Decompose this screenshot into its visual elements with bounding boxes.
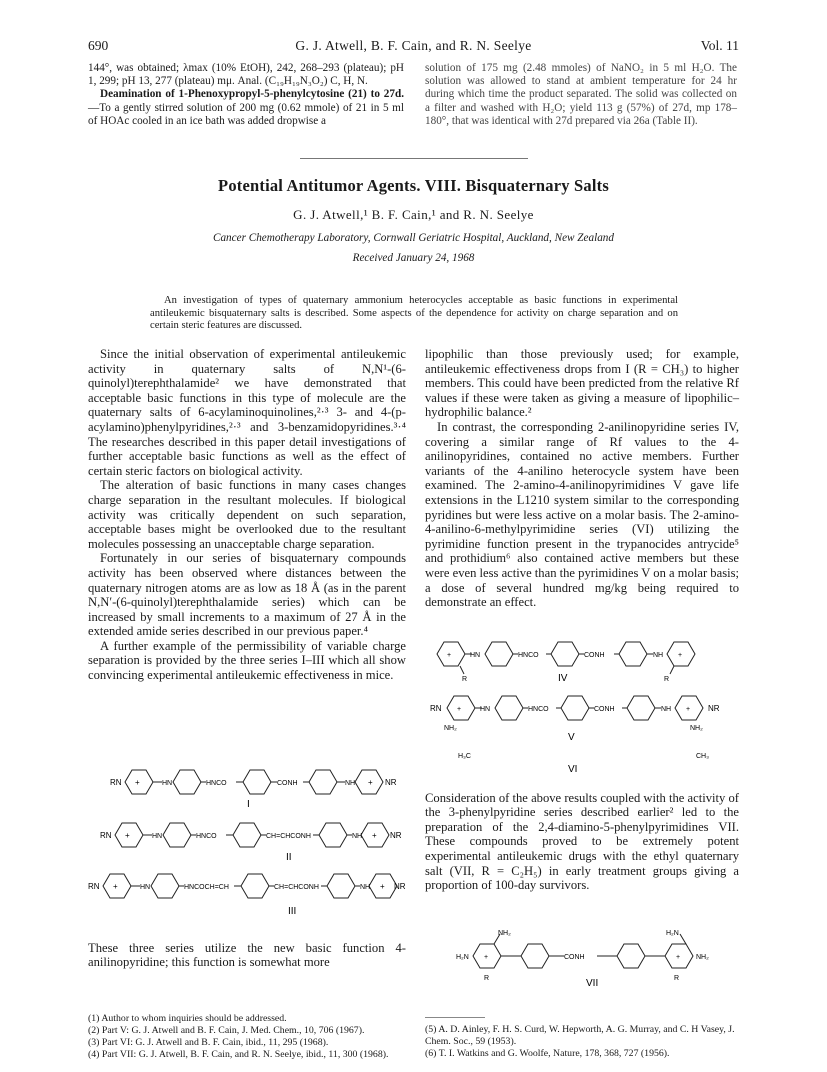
svg-text:+: + xyxy=(676,954,681,961)
struct-I-label: I xyxy=(247,799,250,810)
svg-text:+: + xyxy=(113,882,118,891)
struct-V-nh2-left: NH₂ xyxy=(444,725,457,732)
footnotes-right xyxy=(425,1024,739,1060)
article-separator xyxy=(300,158,528,159)
struct-I-mid1: HNCO xyxy=(206,780,227,787)
structure-IV xyxy=(430,634,740,689)
struct-I-left: RN xyxy=(110,778,122,787)
svg-text:HN: HN xyxy=(162,780,173,787)
paragraph: lipophilic than those previously used; for example, antileukemic effectiveness drops from I (R = CH₃) to higher members. This could have been predicted from the relative Rf values if these were taken as giving a measure of lipophilic–hydrophilic balance.² xyxy=(425,347,739,420)
running-authors: G. J. Atwell, B. F. Cain, and R. N. Seelye xyxy=(295,38,532,53)
svg-text:+: + xyxy=(484,954,489,961)
svg-text:HN: HN xyxy=(140,884,151,891)
previous-article-right xyxy=(425,62,737,128)
svg-text:+: + xyxy=(447,652,452,659)
struct-III-label: III xyxy=(288,906,297,917)
paragraph: The alteration of basic functions in many cases changes charge separation in the resultant molecules. If biological activity was critically dependent on such separation, acceptable bases might be overlooked due to the resultant molecules possessing an unacceptable charge separation. xyxy=(88,478,406,551)
struct-II-mid1: HNCO xyxy=(196,833,217,840)
structure-I xyxy=(110,762,400,817)
previous-text-2-body: —To a gently stirred solution of 200 mg (0.62 mmole) of 21 in 5 ml of HOAc cooled in an ice bath was added dropwise a xyxy=(88,101,404,127)
struct-V-mid2: CONH xyxy=(594,706,615,713)
footnotes-left xyxy=(88,1013,408,1061)
footnote: (1) Author to whom inquiries should be addressed. xyxy=(88,1013,287,1024)
paragraph: Fortunately in our series of bisquaternary compounds activity has been observed where distances between the quaternary nitrogen atoms are as low as 18 Å (as in the parent N,N′-(6-quinolyl)terephthalamide series) which can be increased by small increments to a maximum of 27 Å in the extended amide series described in our previous paper.⁴ xyxy=(88,551,406,639)
structure-III xyxy=(88,866,406,923)
struct-VII-mid: CONH xyxy=(564,954,585,961)
struct-V-right: NR xyxy=(708,704,720,713)
struct-V-label: V xyxy=(568,732,575,743)
structure-VI-body xyxy=(428,752,740,779)
structure-VII xyxy=(440,928,740,995)
footnote: (5) A. D. Ainley, F. H. S. Curd, W. Hepworth, A. G. Murray, and C. H Vasey, J. Chem. Soc., 59 (1953). xyxy=(425,1024,735,1047)
struct-VI-h3c: H₃C xyxy=(458,753,471,760)
struct-II-label: II xyxy=(286,852,292,863)
svg-text:NH: NH xyxy=(352,833,363,840)
struct-III-mid1: HNCOCH=CH xyxy=(184,884,229,891)
body-left-continuation xyxy=(88,928,406,982)
struct-VII-nh2-top: NH₂ xyxy=(498,930,511,937)
previous-text-1: 144°, was obtained; λmax (10% EtOH), 242, 268–293 (plateau); pH 1, 299; pH 13, 277 (plateau) mμ. Anal. (C₁₉H₁₉N₃O₂) C, H, N. xyxy=(88,62,404,88)
article-authors: G. J. Atwell,¹ B. F. Cain,¹ and R. N. Seelye xyxy=(293,207,534,222)
struct-VII-label: VII xyxy=(586,978,599,989)
footnote: (4) Part VII: G. J. Atwell, B. F. Cain, and R. N. Seelye, ibid., 11, 300 (1968). xyxy=(88,1049,389,1060)
body-right-continuation xyxy=(425,778,739,905)
paragraph: A further example of the permissibility of variable charge separation is provided by the three series I–III which all show convincing experimental antileukemic effectiveness in mice. xyxy=(88,638,406,683)
struct-IV-r-left: R xyxy=(462,676,468,683)
svg-text:HN: HN xyxy=(480,706,491,713)
paragraph: Consideration of the above results coupled with the activity of the 3-phenylpyridine series described earlier² led to the preparation of the 2,4-diamino-5-phenylpyrimidines VII. These compounds proved to be extremely potent experimental antileukemic drugs with the ethyl quaternary salt (VII, R = C₂H₅) in early treatment groups giving a proportion of 100-day survivors. xyxy=(425,790,739,893)
received-date: Received January 24, 1968 xyxy=(352,252,475,264)
struct-IV-r-right: R xyxy=(664,676,670,683)
struct-IV-label: IV xyxy=(558,673,568,684)
svg-text:HN: HN xyxy=(470,652,481,659)
struct-VI-ch3: CH₃ xyxy=(696,753,709,760)
body-left-column xyxy=(88,347,406,683)
article-title: Potential Antitumor Agents. VIII. Bisquaternary Salts xyxy=(218,176,609,195)
svg-text:HN: HN xyxy=(152,833,163,840)
running-header xyxy=(88,38,739,54)
struct-I-right: NR xyxy=(385,778,397,787)
struct-V-nh2-right: NH₂ xyxy=(690,725,703,732)
svg-text:NH: NH xyxy=(653,652,664,659)
svg-text:NH: NH xyxy=(360,884,371,891)
page-number: 690 xyxy=(88,38,109,53)
struct-III-right: NR xyxy=(394,882,406,891)
struct-III-mid2: CH=CHCONH xyxy=(274,884,319,891)
previous-text-2 xyxy=(88,88,404,128)
paragraph: Since the initial observation of experimental antileukemic activity in quaternary salts of N,N¹-(6-quinolyl)terephthalamide² we have demonstrated that acceptable basic functions in this type of molecule are the quaternary salts of 6-acylaminoquinolines,²·³ 3- and 4-(p-acylamino)phenylpyridines,²·³ and 3-benzamidopyridines.³·⁴ The researches described in this paper detail investigations of further acceptable basic functions as well as the effect of certain steric factors on biological activity. xyxy=(88,347,406,478)
footnote-rule xyxy=(425,1017,485,1018)
struct-I-mid2: CONH xyxy=(277,780,298,787)
svg-text:+: + xyxy=(368,778,373,787)
volume-label: Vol. 11 xyxy=(700,38,739,53)
svg-text:+: + xyxy=(678,652,683,659)
svg-text:NH: NH xyxy=(661,706,672,713)
previous-text-3: solution of 175 mg (2.48 mmoles) of NaNO₂ in 5 ml H₂O. The solution was allowed to stand at ambient temperature for 24 hr during which time the product separated. The solid was collected on a filter and washed with H₂O; yield 113 g (57%) of 27d, mp 178–180°, that was identical with 27d prepared via 26a (Table II). xyxy=(425,62,737,127)
struct-VII-h2n-top: H₂N xyxy=(666,930,679,937)
body-right-column xyxy=(425,347,739,610)
structure-II xyxy=(100,815,400,870)
abstract: An investigation of types of quaternary ammonium heterocycles acceptable as basic functions in experimental antileukemic bisquaternary salts is described. Some aspects of the dependence for activity on charge separation and on certain steric features are discussed. xyxy=(150,295,678,331)
struct-V-left: RN xyxy=(430,704,442,713)
previous-article-left xyxy=(88,62,404,128)
struct-VI-label: VI xyxy=(568,764,578,775)
struct-VII-nh2-right: NH₂ xyxy=(696,954,709,961)
struct-III-left: RN xyxy=(88,882,100,891)
struct-VII-r-left: R xyxy=(484,975,490,982)
paragraph: These three series utilize the new basic function 4-anilinopyridine; this function is somewhat more xyxy=(88,940,406,970)
struct-II-right: NR xyxy=(390,831,402,840)
footnote: (3) Part VI: G. J. Atwell and B. F. Cain, ibid., 11, 295 (1968). xyxy=(88,1037,329,1048)
svg-text:+: + xyxy=(686,706,691,713)
struct-VII-r-right: R xyxy=(674,975,680,982)
svg-text:+: + xyxy=(125,831,130,840)
struct-IV-mid1: HNCO xyxy=(518,652,539,659)
struct-IV-mid2: CONH xyxy=(584,652,605,659)
article-affiliation: Cancer Chemotherapy Laboratory, Cornwall Geriatric Hospital, Auckland, New Zealand xyxy=(213,232,614,244)
footnote: (6) T. I. Watkins and G. Woolfe, Nature, 178, 368, 727 (1956). xyxy=(425,1048,670,1059)
structure-V xyxy=(428,688,740,749)
struct-II-mid2: CH=CHCONH xyxy=(266,833,311,840)
previous-heading: Deamination of 1-Phenoxypropyl-5-phenylcytosine (21) to 27d. xyxy=(100,88,404,101)
svg-text:+: + xyxy=(372,831,377,840)
svg-text:NH: NH xyxy=(345,780,356,787)
struct-II-left: RN xyxy=(100,831,112,840)
paragraph: In contrast, the corresponding 2-anilinopyridine series IV, covering a similar range of Rf values to the 4-anilinopyridines, contained no active members. Further variants of the 4-anilino heterocycle system have been examined. The 2-amino-4-anilinopyrimidines V gave life extensions in the L1210 system similar to the corresponding pyridines but were less active on a molar basis. The 2-amino-4-anilino-6-methylpyrimidine series (VI) utilizing the pyrimidine function present in the trypanocides antrycide⁵ and prothidium⁶ also contained active members but these were even less active than the pyrimidines V on a molar basis; a dose of several hundred mg/kg being required to demonstrate an effect. xyxy=(425,419,739,610)
struct-V-mid1: HNCO xyxy=(528,706,549,713)
svg-text:+: + xyxy=(135,778,140,787)
svg-text:+: + xyxy=(380,882,385,891)
struct-VII-h2n-left: H₂N xyxy=(456,954,469,961)
footnote: (2) Part V: G. J. Atwell and B. F. Cain, J. Med. Chem., 10, 706 (1967). xyxy=(88,1025,365,1036)
svg-text:+: + xyxy=(457,706,462,713)
